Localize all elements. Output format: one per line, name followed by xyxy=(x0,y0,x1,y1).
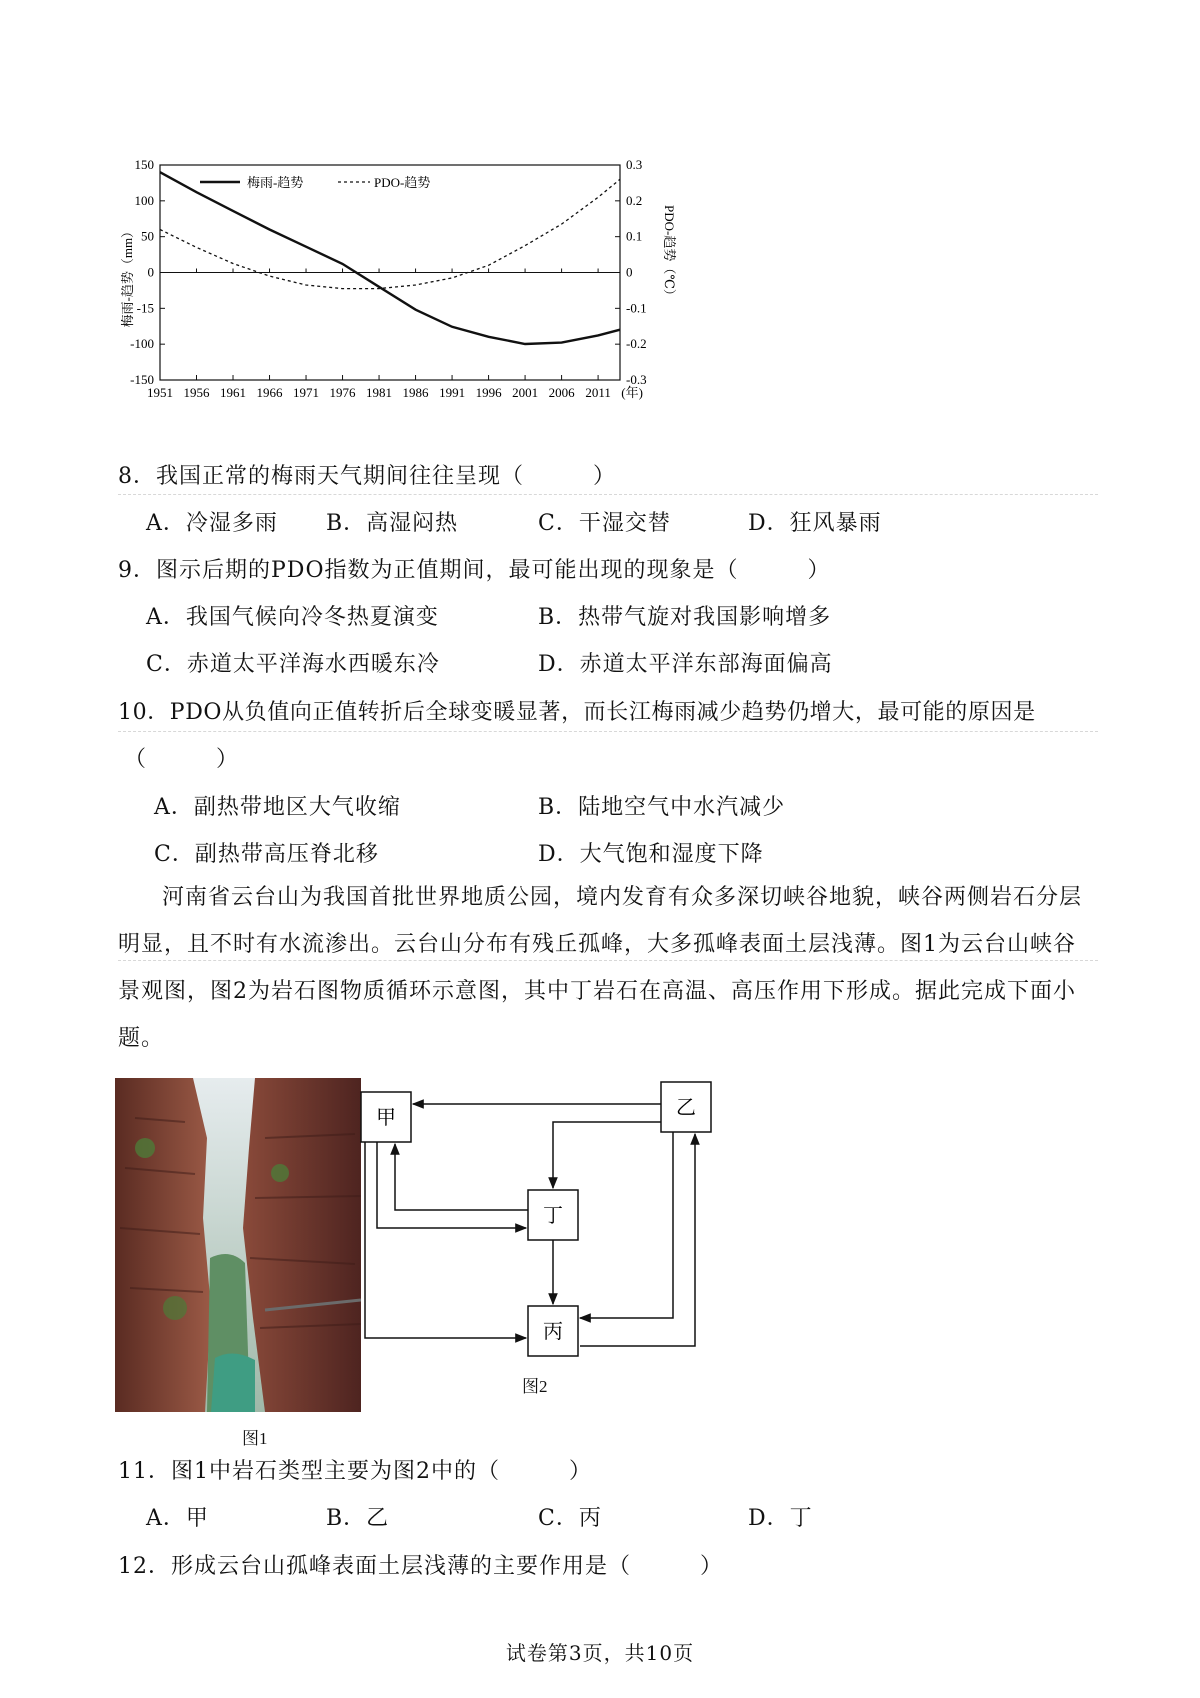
meiyu-pdo-chart xyxy=(120,160,740,440)
x-tick-label: 1956 xyxy=(183,385,210,400)
arrow-ding-to-jia xyxy=(395,1144,528,1210)
q11-option-b[interactable]: B．乙 xyxy=(326,1506,390,1531)
q9-option-b[interactable]: B．热带气旋对我国影响增多 xyxy=(538,605,832,630)
series-meiyu-line xyxy=(160,172,620,344)
arrow-yi-to-ding xyxy=(553,1122,661,1188)
question-10-stem-blank: （ ） xyxy=(124,747,240,772)
x-tick-label: 2006 xyxy=(548,385,575,400)
question-9-stem: 9．图示后期的PDO指数为正值期间，最可能出现的现象是（ ） xyxy=(118,558,831,583)
left-tick-label: 150 xyxy=(134,160,154,172)
left-tick-label: 0 xyxy=(147,264,154,280)
right-tick-label: 0.3 xyxy=(626,160,643,172)
left-tick-label: 100 xyxy=(134,192,154,208)
rock-label-bing: 丙 xyxy=(543,1319,563,1343)
arrow-yi-to-bing xyxy=(580,1132,673,1318)
x-tick-label: 1996 xyxy=(475,385,502,400)
arrow-jia-to-ding xyxy=(377,1142,526,1228)
question-11-stem: 11．图1中岩石类型主要为图2中的（ ） xyxy=(118,1459,592,1484)
left-tick-label: -15 xyxy=(136,300,154,316)
fig1-caption: 图1 xyxy=(242,1429,268,1448)
right-tick-label: 0.2 xyxy=(626,192,643,208)
arrow-jia-to-bing xyxy=(365,1142,526,1338)
question-10-stem: 10．PDO从负值向正值转折后全球变暖显著，而长江梅雨减少趋势仍增大，最可能的原因是 xyxy=(118,700,1036,725)
question-12-stem: 12．形成云台山孤峰表面土层浅薄的主要作用是（ ） xyxy=(118,1554,723,1579)
left-tick-label: -150 xyxy=(130,372,154,387)
right-tick-label: -0.1 xyxy=(626,300,647,316)
x-tick-label: 2001 xyxy=(512,385,539,400)
x-tick-label: 1976 xyxy=(329,385,356,400)
fig1-canyon-photo xyxy=(115,1078,361,1412)
right-tick-label: -0.2 xyxy=(626,336,647,352)
right-tick-label: 0 xyxy=(626,264,633,280)
x-tick-label: 1961 xyxy=(220,385,247,400)
legend-pdo-label: PDO-趋势 xyxy=(374,175,431,190)
right-tick-label: -0.3 xyxy=(626,372,647,387)
q8-option-b[interactable]: B．高湿闷热 xyxy=(326,511,459,536)
q10-option-c[interactable]: C．副热带高压脊北移 xyxy=(154,842,379,867)
q10-option-b[interactable]: B．陆地空气中水汽减少 xyxy=(538,795,786,820)
q8-option-a[interactable]: A．冷湿多雨 xyxy=(146,511,278,536)
q11-option-c[interactable]: C．丙 xyxy=(538,1506,602,1531)
x-tick-label: 2011 xyxy=(585,385,611,400)
q10-option-d[interactable]: D．大气饱和湿度下降 xyxy=(538,842,764,867)
x-tick-label: 1986 xyxy=(402,385,429,400)
left-axis-label: 梅雨-趋势（mm） xyxy=(120,224,135,328)
right-tick-label: 0.1 xyxy=(626,228,643,244)
passage-yuntai-mountain: 河南省云台山为我国首批世界地质公园，境内发育有众多深切峡谷地貌，峡谷两侧岩石分层明显，且不时有水流渗出。云台山分布有残丘孤峰，大多孤峰表面土层浅薄。图1为云台山峡谷景观图，图2为岩石图物质循环示意图，其中丁岩石在高温、高压作用下形成。据此完成下面小题。 xyxy=(118,885,1083,1051)
q10-option-a[interactable]: A．副热带地区大气收缩 xyxy=(154,795,401,820)
question-8-stem: 8．我国正常的梅雨天气期间往往呈现（ ） xyxy=(118,464,616,489)
rock-label-ding: 丁 xyxy=(543,1203,563,1227)
x-tick-label: 1991 xyxy=(439,385,466,400)
x-axis-suffix: (年) xyxy=(621,385,643,400)
q8-option-c[interactable]: C．干湿交替 xyxy=(538,511,671,536)
q9-option-d[interactable]: D．赤道太平洋东部海面偏高 xyxy=(538,652,833,677)
x-tick-label: 1951 xyxy=(147,385,173,400)
left-tick-label: -100 xyxy=(130,336,154,352)
q9-option-a[interactable]: A．我国气候向冷冬热夏演变 xyxy=(146,605,439,630)
q8-option-d[interactable]: D．狂风暴雨 xyxy=(748,511,882,536)
q11-option-d[interactable]: D．丁 xyxy=(748,1506,813,1531)
legend-meiyu-label: 梅雨-趋势 xyxy=(247,175,304,190)
q9-option-c[interactable]: C．赤道太平洋海水西暖东冷 xyxy=(146,652,440,677)
x-tick-label: 1971 xyxy=(293,385,320,400)
q11-option-a[interactable]: A．甲 xyxy=(146,1506,209,1531)
rock-label-jia: 甲 xyxy=(376,1105,396,1129)
left-tick-label: 50 xyxy=(141,228,154,244)
arrow-bing-to-yi xyxy=(580,1134,695,1346)
rock-label-yi: 乙 xyxy=(676,1095,696,1119)
fig2-caption: 图2 xyxy=(522,1377,548,1396)
x-tick-label: 1966 xyxy=(256,385,283,400)
right-axis-label: PDO-趋势（℃） xyxy=(662,205,677,302)
x-tick-label: 1981 xyxy=(366,385,393,400)
page-footer: 试卷第3页，共10页 xyxy=(505,1641,695,1665)
fig2-rock-cycle-diagram xyxy=(355,1078,735,1398)
